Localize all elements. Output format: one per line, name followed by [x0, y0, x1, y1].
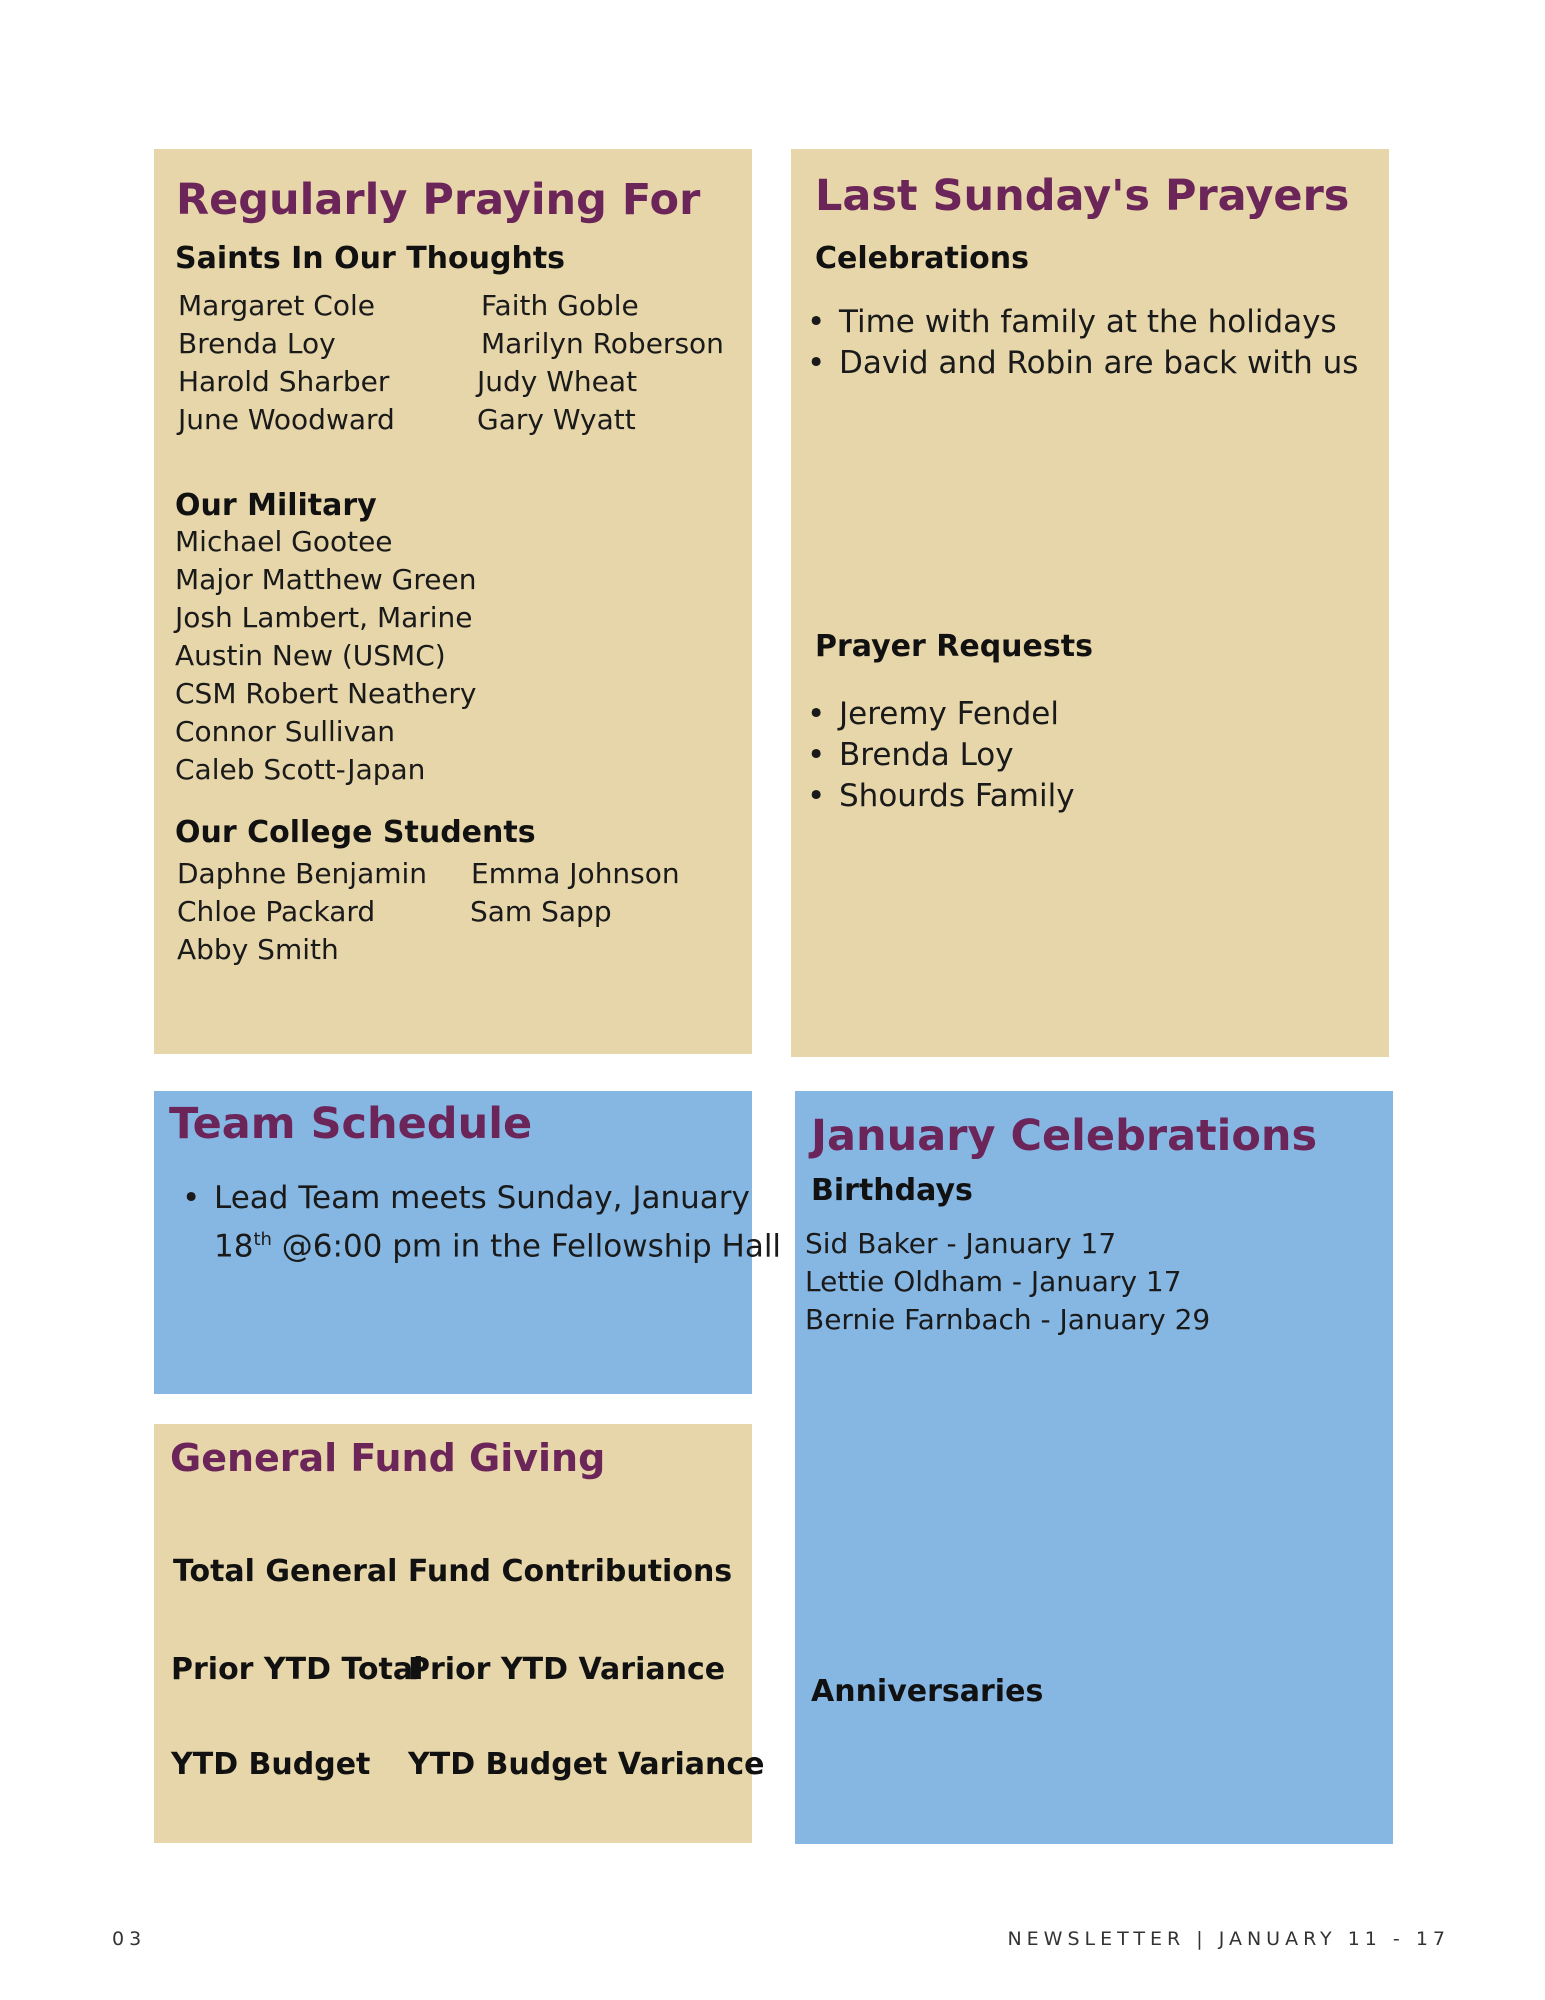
team-item-rest: @6:00 pm in the Fellowship Hall	[271, 1228, 782, 1265]
list-item: • Jeremy Fendel	[805, 694, 1075, 735]
january-celebrations-panel	[795, 1091, 1393, 1844]
birthday-entry: Bernie Farnbach - January 29	[805, 1303, 1211, 1336]
list-item: • Shourds Family	[805, 776, 1075, 817]
college-name: Emma Johnson	[471, 857, 680, 890]
birthday-entry: Lettie Oldham - January 17	[805, 1265, 1182, 1298]
total-contributions-label: Total General Fund Contributions	[173, 1554, 733, 1589]
footer-newsletter-label: NEWSLETTER | JANUARY 11 - 17	[1007, 1928, 1450, 1950]
team-item-suffix: th	[253, 1229, 272, 1250]
team-item-day: 18	[214, 1228, 254, 1265]
college-name: Daphne Benjamin	[177, 857, 428, 890]
college-name: Chloe Packard	[177, 895, 376, 928]
saint-name: Brenda Loy	[178, 327, 336, 360]
list-item: • Brenda Loy	[805, 735, 1075, 776]
saint-name: June Woodward	[178, 403, 395, 436]
regularly-praying-for-panel	[154, 149, 752, 1054]
praying-title: Regularly Praying For	[176, 175, 701, 225]
prayer-requests-list	[805, 694, 1075, 817]
last-sunday-title: Last Sunday's Prayers	[815, 171, 1350, 221]
saint-name: Marilyn Roberson	[481, 327, 724, 360]
military-name: Michael Gootee	[175, 525, 393, 558]
military-name: Josh Lambert, Marine	[175, 601, 473, 634]
military-name: Major Matthew Green	[175, 563, 477, 596]
college-name: Sam Sapp	[470, 895, 612, 928]
team-item-line1: Lead Team meets Sunday, January	[214, 1180, 750, 1216]
saint-name: Faith Goble	[481, 289, 639, 322]
saint-name: Margaret Cole	[178, 289, 375, 322]
saint-name: Harold Sharber	[178, 365, 390, 398]
birthday-entry: Sid Baker - January 17	[805, 1227, 1117, 1260]
ytd-budget-label: YTD Budget	[171, 1747, 371, 1782]
celebrations-heading: Celebrations	[815, 241, 1029, 276]
military-name: Austin New (USMC)	[175, 639, 446, 672]
list-item: • Time with family at the holidays	[805, 302, 1358, 343]
prayer-requests-heading: Prayer Requests	[815, 629, 1093, 664]
military-name: CSM Robert Neathery	[175, 677, 477, 710]
giving-title: General Fund Giving	[170, 1436, 606, 1480]
military-heading: Our Military	[175, 488, 377, 523]
military-name: Caleb Scott-Japan	[175, 753, 426, 786]
military-name: Connor Sullivan	[175, 715, 396, 748]
ytd-budget-variance-label: YTD Budget Variance	[408, 1747, 765, 1782]
prior-ytd-total-label: Prior YTD Total	[171, 1652, 424, 1687]
college-heading: Our College Students	[175, 815, 536, 850]
last-sunday-prayers-panel	[791, 149, 1389, 1057]
anniversaries-heading: Anniversaries	[811, 1674, 1044, 1709]
team-schedule-panel	[154, 1091, 782, 1394]
team-schedule-list	[180, 1178, 781, 1267]
celebrations-list	[805, 302, 1358, 384]
general-fund-giving-panel	[154, 1424, 765, 1843]
january-title: January Celebrations	[811, 1111, 1318, 1161]
prior-ytd-variance-label: Prior YTD Variance	[408, 1652, 726, 1687]
college-name: Abby Smith	[177, 933, 339, 966]
list-item: • David and Robin are back with us	[805, 343, 1358, 384]
team-schedule-title: Team Schedule	[169, 1099, 533, 1149]
birthdays-heading: Birthdays	[811, 1173, 973, 1208]
page-number: 03	[112, 1928, 147, 1950]
saint-name: Gary Wyatt	[477, 403, 636, 436]
list-item	[180, 1178, 781, 1267]
saints-heading: Saints In Our Thoughts	[175, 241, 566, 276]
saint-name: Judy Wheat	[477, 365, 638, 398]
